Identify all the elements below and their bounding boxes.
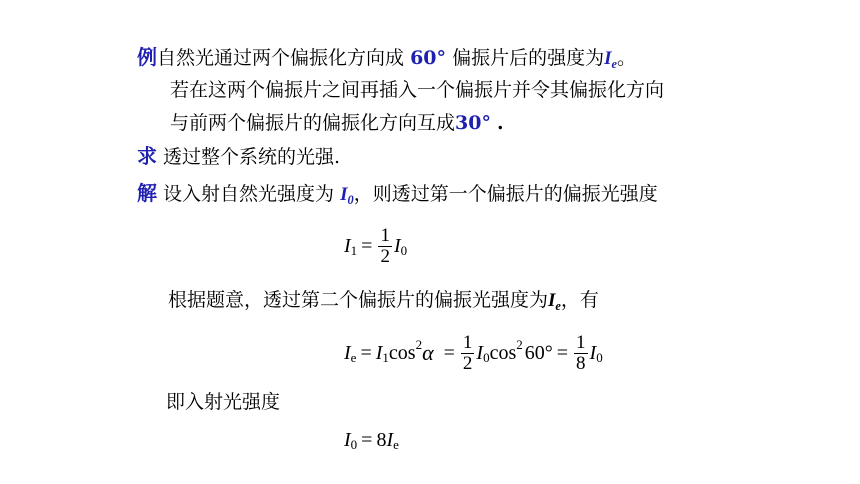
fraction-half-2: $\frac{1}{2}$ — [462, 331, 473, 374]
ie-symbol-2: $I_e$ — [548, 290, 561, 314]
formula-ie: I $_e$ = I $_1$ cos $^2$ α = $\frac{1}{2}$ I $_0$ cos $^2$ 60° = $\frac{1}{8}$ I $_0$ — [344, 331, 603, 374]
formula-i0: I $_0$ = 8 I $_e$ — [344, 429, 399, 452]
problem-end-3: . — [497, 112, 504, 134]
angle-60: 60° — [410, 47, 447, 69]
example-tag: 例 — [137, 45, 157, 69]
solution-tag: 解 — [137, 181, 157, 205]
problem-tail-1: 偏振片后的强度为 — [452, 47, 605, 69]
fraction-eighth: $\frac{1}{8}$ — [576, 331, 586, 374]
problem-line-2: 若在这两个偏振片之间再插入一个偏振片并令其偏振化方向 — [170, 79, 665, 101]
formula-i1: I $_1$ = $\frac{1}{2}$ I $_0$ — [344, 224, 408, 267]
solution-tail-1: ，则透过第一个偏振片的偏振光强度 — [353, 183, 658, 205]
problem-text-3: 与前两个偏振片的偏振化方向互成 — [170, 112, 456, 134]
solution-tail-2: ，有 — [560, 289, 599, 311]
question-text: 透过整个系统的光强. — [163, 146, 341, 168]
solution-text-1: 设入射自然光强度为 — [163, 183, 335, 205]
problem-line-1 — [137, 45, 636, 71]
problem-line-3 — [170, 111, 504, 135]
angle-30: 30° — [455, 112, 491, 134]
solution-line-1 — [137, 181, 658, 207]
problem-end-1: 。 — [616, 47, 636, 69]
i0-symbol: $I_0$ — [340, 184, 354, 208]
fraction-half: $\frac{1}{2}$ — [380, 224, 390, 267]
problem-text-1: 自然光通过两个偏振化方向成 — [157, 47, 405, 69]
question-line — [137, 144, 340, 169]
solution-line-2 — [168, 288, 599, 313]
ie-symbol: $I_e$ — [604, 48, 617, 72]
question-tag: 求 — [137, 144, 157, 168]
solution-text-2: 根据题意，透过第二个偏振片的偏振光强度为 — [168, 289, 549, 311]
solution-line-3: 即入射光强度 — [166, 391, 281, 413]
